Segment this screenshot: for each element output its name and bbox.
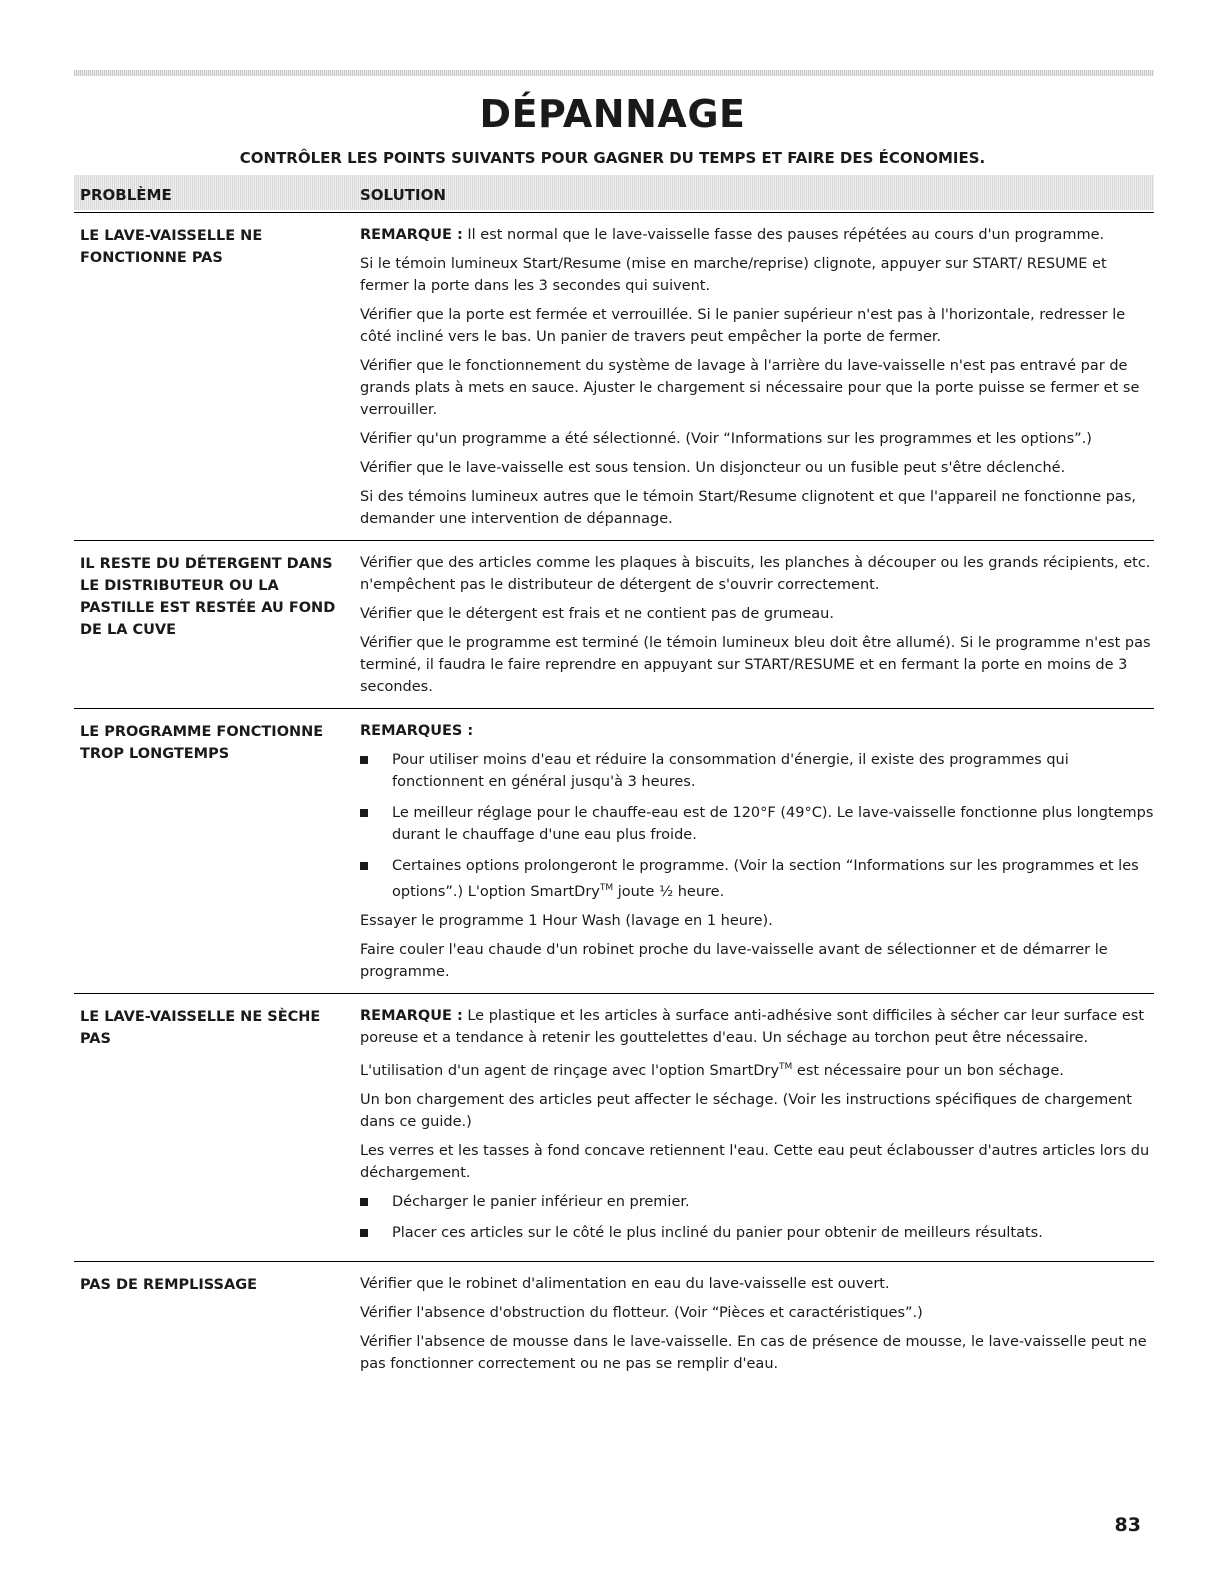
square-bullet-icon — [360, 1229, 368, 1237]
trademark-mark: TM — [779, 1061, 793, 1072]
solution-paragraph: Un bon chargement des articles peut affecter le séchage. (Voir les instructions spécifiques de chargement dans ce guide.) — [360, 1091, 1132, 1130]
problem-cell: LE LAVE-VAISSELLE NE FONCTIONNE PAS — [80, 228, 263, 266]
page-number: 83 — [1114, 1514, 1141, 1536]
problem-cell: PAS DE REMPLISSAGE — [80, 1276, 258, 1293]
header-problem: PROBLÈME — [80, 186, 172, 204]
square-bullet-icon — [360, 862, 368, 870]
table-row — [74, 213, 1154, 541]
table-header-bar — [74, 175, 1154, 210]
list-item — [360, 749, 1154, 793]
table-row — [74, 541, 1154, 709]
note — [360, 1005, 1154, 1049]
solution-paragraph: Vérifier que le programme est terminé (le témoin lumineux bleu doit être allumé). Si le programme n'est pas terminé, il faudra le faire reprendre en appuyant sur START/RESUME et en fermant la porte en moins de 3 secondes. — [360, 635, 1151, 695]
list-item — [360, 802, 1154, 846]
list-item — [360, 1191, 1154, 1213]
solution-paragraph: Vérifier que le fonctionnement du système de lavage à l'arrière du lave-vaisselle n'est pas entravé par de grands plats à mets en sauce. Ajuster le chargement si nécessaire pour que la porte puisse se fermer et se verrouiller. — [360, 358, 1140, 418]
list-item — [360, 1222, 1154, 1244]
note-label: REMARQUE : — [360, 1007, 463, 1024]
solution-paragraph: Vérifier que la porte est fermée et verrouillée. Si le panier supérieur n'est pas à l'horizontale, redresser le côté incliné vers le bas. Un panier de travers peut empêcher la porte de fermer. — [360, 307, 1126, 345]
solution-cell — [354, 213, 1154, 540]
square-bullet-icon — [360, 1198, 368, 1206]
list-item-text: Pour utiliser moins d'eau et réduire la consommation d'énergie, il existe des programmes qui fonctionnent en général jusqu'à 3 heures. — [392, 752, 1069, 790]
solution-cell — [354, 1262, 1154, 1385]
solution-paragraph: Vérifier que le robinet d'alimentation en eau du lave-vaisselle est ouvert. — [360, 1275, 890, 1292]
solution-paragraph: Vérifier qu'un programme a été sélectionné. (Voir “Informations sur les programmes et les options”.) — [360, 431, 1092, 447]
square-bullet-icon — [360, 756, 368, 764]
table-row — [74, 1262, 1154, 1385]
bullet-list — [360, 749, 1154, 903]
page-title: DÉPANNAGE — [479, 92, 746, 136]
list-item — [360, 855, 1154, 903]
solution-paragraph: Si des témoins lumineux autres que le témoin Start/Resume clignotent et que l'appareil ne fonctionne pas, demander une intervention de dépannage. — [360, 489, 1136, 527]
table-row — [74, 994, 1154, 1262]
list-item-text: Décharger le panier inférieur en premier. — [392, 1193, 690, 1210]
top-decorative-rule — [74, 70, 1154, 76]
note — [360, 224, 1154, 246]
solution-cell — [354, 994, 1154, 1261]
table-row — [74, 709, 1154, 994]
solution-paragraph: Les verres et les tasses à fond concave retiennent l'eau. Cette eau peut éclabousser d'autres articles lors du déchargement. — [360, 1142, 1150, 1181]
header-solution: SOLUTION — [360, 186, 446, 204]
square-bullet-icon — [360, 809, 368, 817]
note-text: Le plastique et les articles à surface anti-adhésive sont difficiles à sécher car leur surface est poreuse et a tendance à retenir les gouttelettes d'eau. Un séchage au torchon peut être nécessaire. — [360, 1007, 1145, 1046]
note-label: REMARQUES : — [360, 723, 474, 739]
list-item-text: Le meilleur réglage pour le chauffe-eau est de 120°F (49°C). Le lave-vaisselle fonctionne plus longtemps durant le chauffage d'une eau plus froide. — [392, 805, 1154, 843]
page-subtitle: CONTRÔLER LES POINTS SUIVANTS POUR GAGNER DU TEMPS ET FAIRE DES ÉCONOMIES. — [239, 149, 986, 167]
solution-paragraph — [360, 1056, 1154, 1082]
solution-paragraph: Vérifier que des articles comme les plaques à biscuits, les planches à découper ou les grands récipients, etc. n'empêchent pas le distributeur de détergent de s'ouvrir correctement. — [360, 555, 1151, 593]
solution-paragraph: Si le témoin lumineux Start/Resume (mise en marche/reprise) clignote, appuyer sur START/ RESUME et fermer la porte dans les 3 secondes qui suivent. — [360, 256, 1107, 294]
solution-cell — [354, 709, 1154, 993]
list-item-text: Certaines options prolongeront le programme. (Voir la section “Informations sur les programmes et les options”.) L'option SmartDry — [392, 858, 1139, 900]
problem-cell: LE LAVE-VAISSELLE NE SÈCHE PAS — [80, 1008, 321, 1047]
troubleshooting-table — [74, 213, 1154, 1385]
bullet-list — [360, 1191, 1154, 1244]
solution-paragraph: Vérifier que le lave-vaisselle est sous tension. Un disjoncteur ou un fusible peut s'être déclenché. — [360, 460, 1066, 476]
solution-paragraph: Vérifier que le détergent est frais et ne contient pas de grumeau. — [360, 606, 834, 622]
solution-paragraph: Faire couler l'eau chaude d'un robinet proche du lave-vaisselle avant de sélectionner et de démarrer le programme. — [360, 941, 1108, 980]
problem-cell: LE PROGRAMME FONCTIONNE TROP LONGTEMPS — [80, 724, 324, 762]
list-item-text: joute ½ heure. — [613, 883, 725, 900]
solution-paragraph: Vérifier l'absence de mousse dans le lave-vaisselle. En cas de présence de mousse, le lave-vaisselle peut ne pas fonctionner correctement ou ne pas se remplir d'eau. — [360, 1333, 1147, 1372]
solution-cell — [354, 541, 1154, 708]
problem-cell: IL RESTE DU DÉTERGENT DANS LE DISTRIBUTEUR OU LA PASTILLE EST RESTÉE AU FOND DE LA CUVE — [80, 556, 336, 638]
note — [360, 720, 1154, 742]
list-item-text: Placer ces articles sur le côté le plus incliné du panier pour obtenir de meilleurs résultats. — [392, 1224, 1043, 1241]
solution-paragraph: Essayer le programme 1 Hour Wash (lavage en 1 heure). — [360, 912, 773, 929]
trademark-mark: TM — [599, 883, 614, 893]
note-label: REMARQUE : — [360, 227, 463, 243]
paragraph-text: est nécessaire pour un bon séchage. — [792, 1062, 1064, 1079]
note-text: Il est normal que le lave-vaisselle fasse des pauses répétées au cours d'un programme. — [462, 227, 1105, 243]
solution-paragraph: Vérifier l'absence d'obstruction du flotteur. (Voir “Pièces et caractéristiques”.) — [360, 1304, 923, 1321]
paragraph-text: L'utilisation d'un agent de rinçage avec l'option SmartDry — [360, 1062, 780, 1079]
